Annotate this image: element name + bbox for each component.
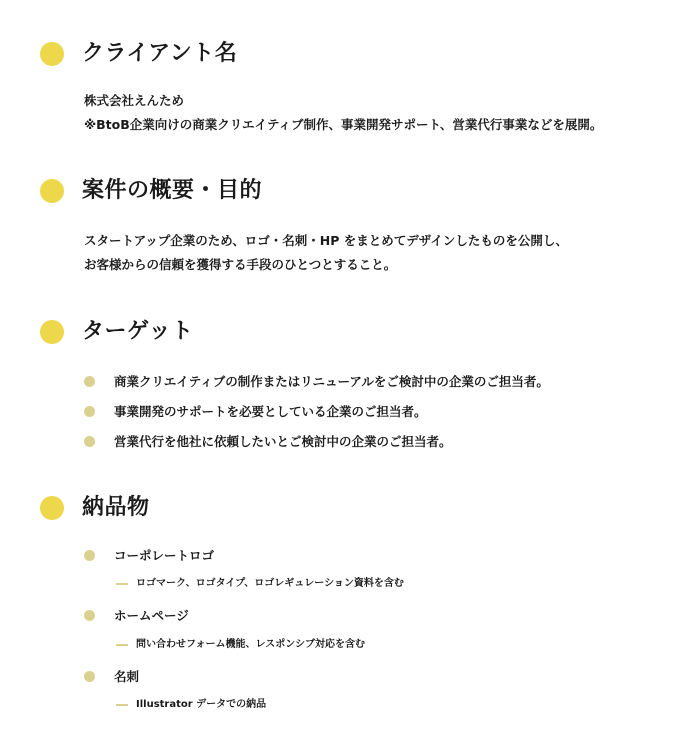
deliverable-detail: Illustrator データでの納品 [136, 699, 267, 710]
client-name: 株式会社えんため [84, 93, 185, 108]
deliverable-detail-row [0, 635, 693, 655]
deliverable-label: コーポレートロゴ [114, 548, 215, 563]
bullet-dot [84, 550, 95, 561]
dash-mark [116, 704, 128, 706]
target-item: 事業開発のサポートを必要としている企業のご担当者。 [114, 404, 427, 419]
section-heading [0, 36, 693, 72]
list-item [0, 430, 693, 454]
dash-mark [116, 644, 128, 646]
target-item: 営業代行を他社に依頼したいとご検討中の企業のご担当者。 [114, 434, 452, 449]
dash-mark [116, 583, 128, 585]
bullet-dot [84, 610, 95, 621]
deliverable-detail-row [0, 574, 693, 594]
list-item [0, 400, 693, 424]
list-item [0, 665, 693, 689]
heading-dot [40, 320, 64, 344]
heading-dot [40, 42, 64, 66]
heading-dot [40, 179, 64, 203]
list-item [0, 544, 693, 568]
deliverable-label: ホームページ [114, 608, 189, 623]
section-heading [0, 314, 693, 350]
list-item [0, 370, 693, 394]
deliverable-detail: ロゴマーク、ロゴタイプ、ロゴレギュレーション資料を含む [136, 578, 404, 589]
deliverable-label: 名刺 [114, 669, 140, 684]
bullet-dot [84, 671, 95, 682]
overview-line: スタートアップ企業のため、ロゴ・名刺・HP をまとめてデザインしたものを公開し、 [84, 233, 568, 248]
bullet-dot [84, 406, 95, 417]
section-title: 納品物 [82, 495, 150, 520]
section-title: ターゲット [82, 319, 194, 344]
deliverable-detail: 問い合わせフォーム機能、レスポンシブ対応を含む [136, 639, 365, 650]
client-description: ※BtoB企業向けの商業クリエイティブ制作、事業開発サポート、営業代行事業などを展開。 [84, 117, 603, 132]
deliverable-detail-row [0, 695, 693, 715]
section-title: 案件の概要・目的 [82, 178, 263, 203]
bullet-dot [84, 436, 95, 447]
section-title: クライアント名 [82, 41, 238, 66]
bullet-dot [84, 376, 95, 387]
target-item: 商業クリエイティブの制作またはリニューアルをご検討中の企業のご担当者。 [114, 374, 549, 389]
heading-dot [40, 496, 64, 520]
section-heading [0, 490, 693, 526]
overview-line: お客様からの信頼を獲得する手段のひとつとすること。 [84, 257, 397, 272]
section-heading [0, 173, 693, 209]
list-item [0, 604, 693, 628]
